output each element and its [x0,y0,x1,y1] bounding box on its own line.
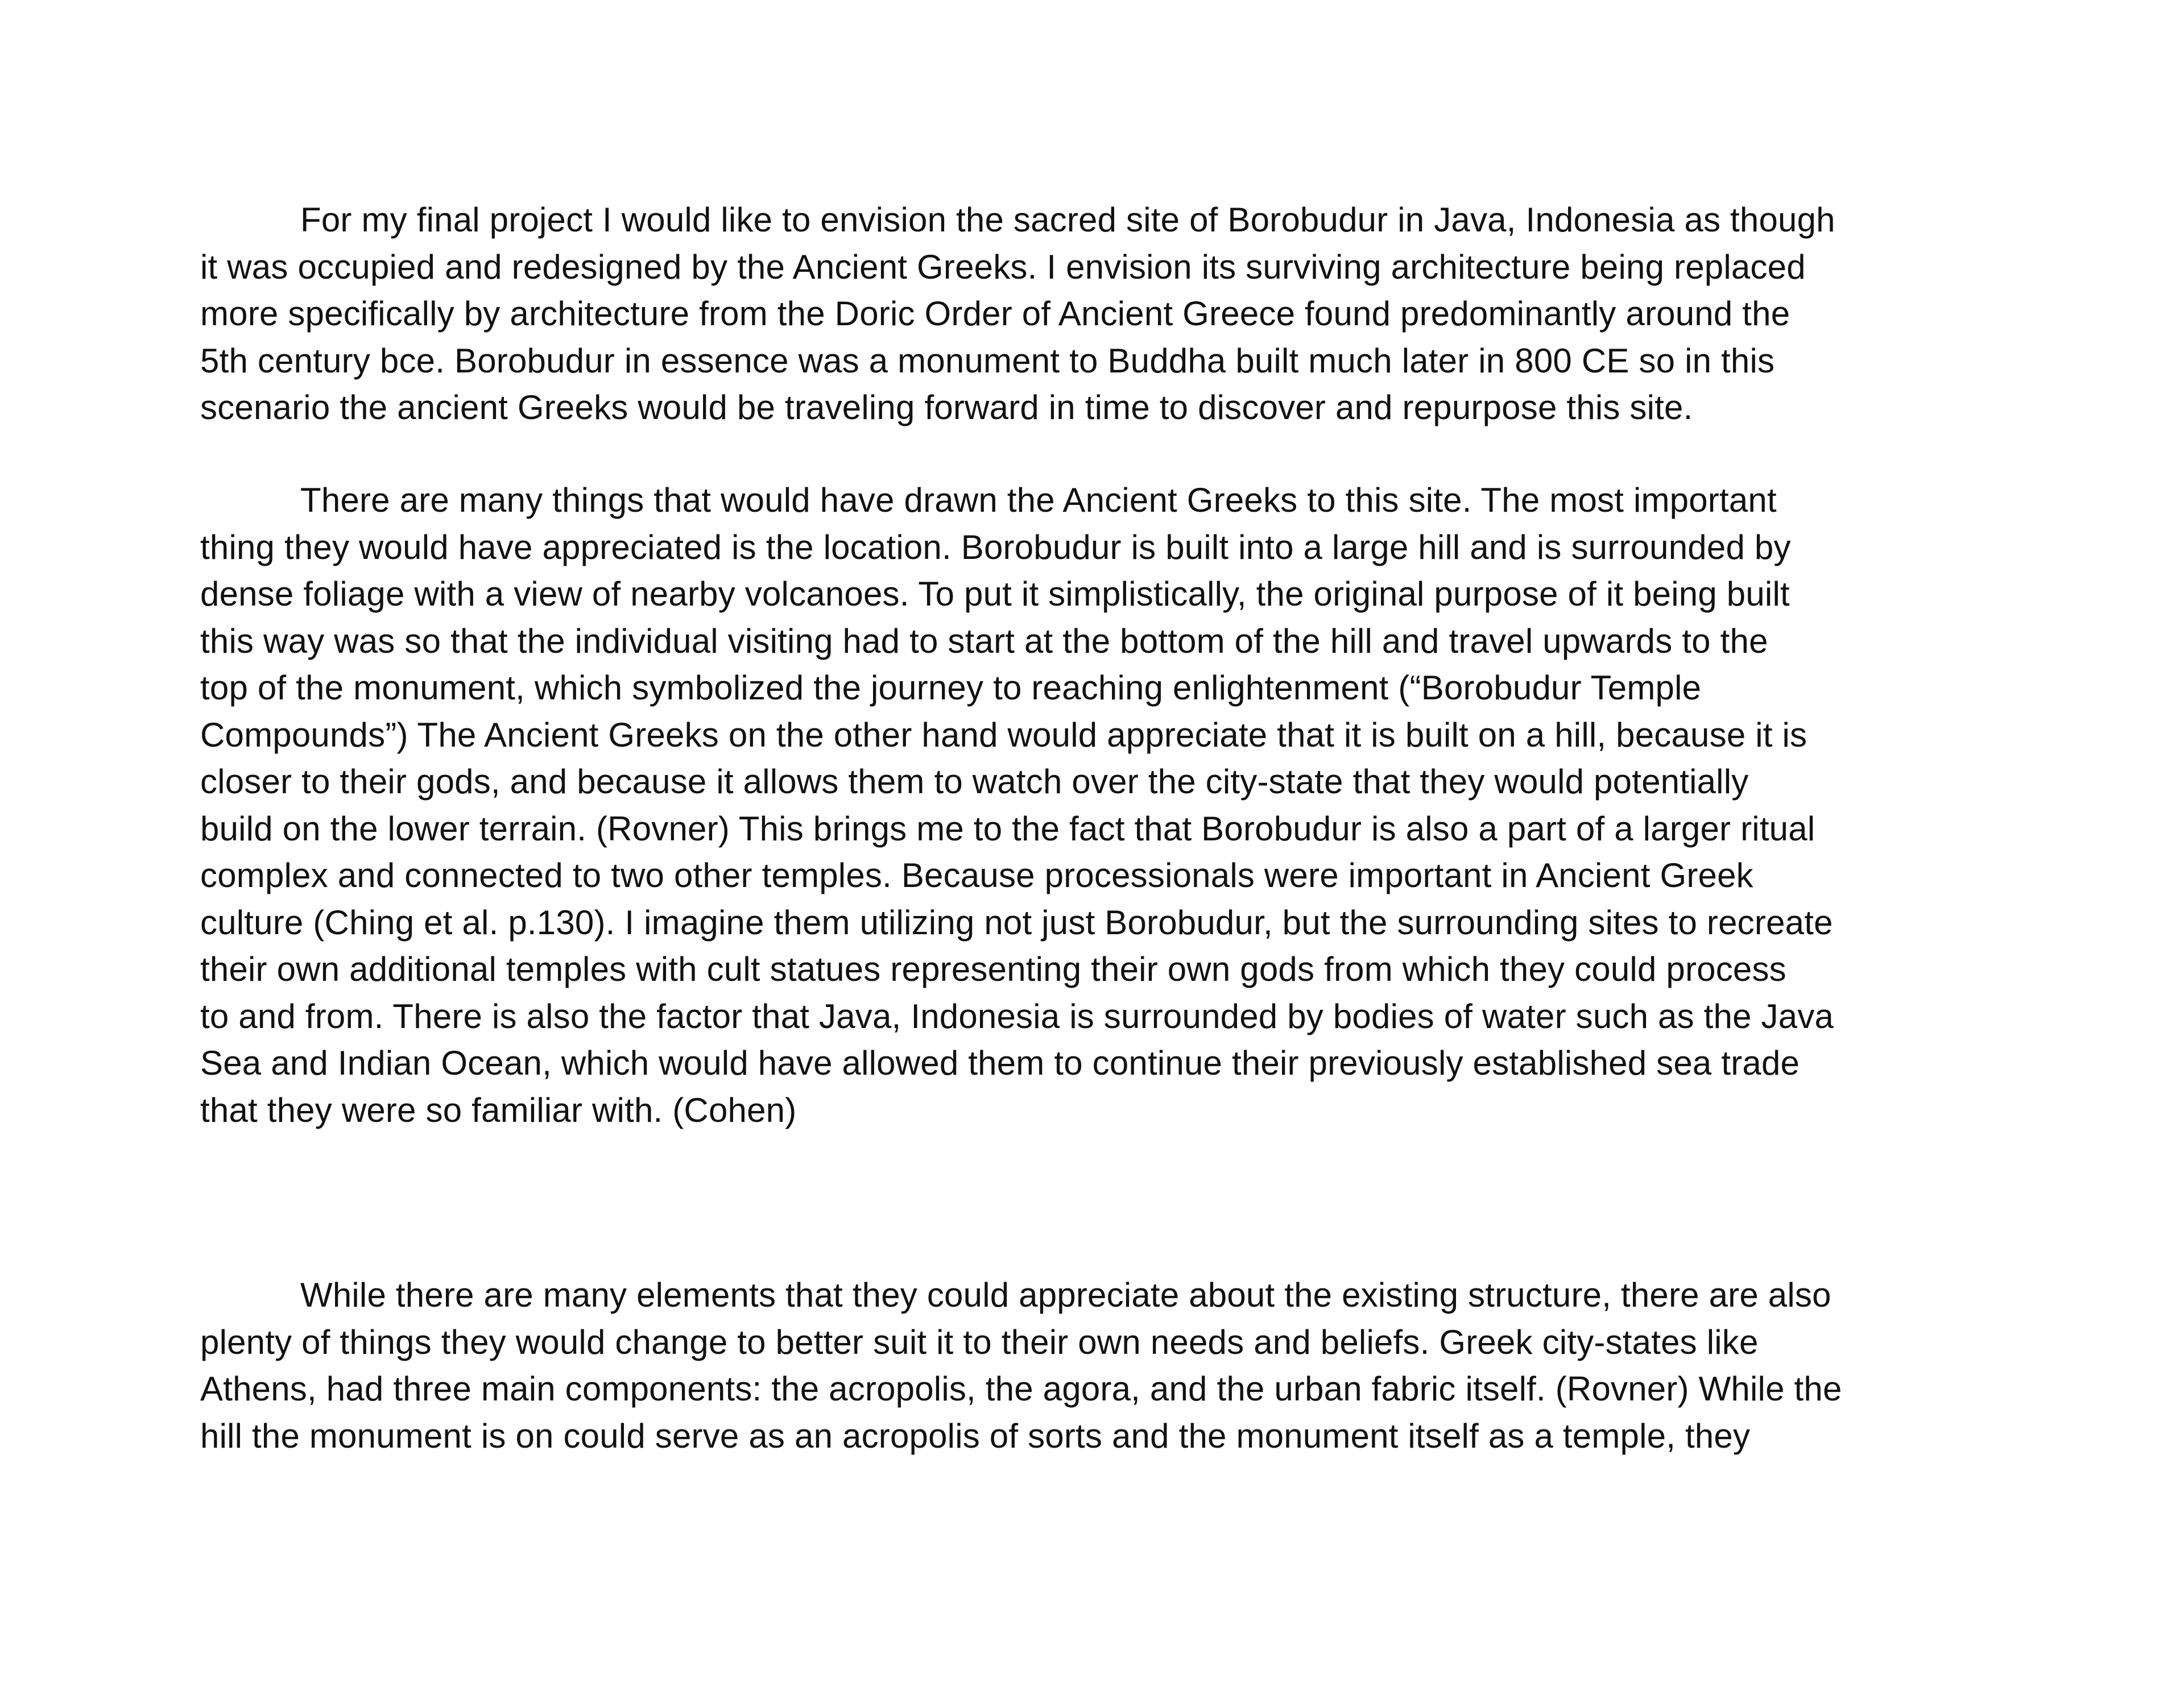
paragraph-line: closer to their gods, and because it allows them to watch over the city-state that they would potentially [200,762,1749,801]
paragraph-1 [200,197,2009,432]
paragraph-2 [200,477,2009,1134]
paragraph-line: complex and connected to two other temples. Because processionals were important in Ancient Greek [200,856,1753,894]
paragraph-line: For my final project I would like to envision the sacred site of Borobudur in Java, Indonesia as though [300,201,1835,239]
paragraph-line: scenario the ancient Greeks would be traveling forward in time to discover and repurpose this site. [200,388,1693,426]
paragraph-line: that they were so familiar with. (Cohen) [200,1091,797,1129]
paragraph-line: build on the lower terrain. (Rovner) This brings me to the fact that Borobudur is also a part of a larger ritual [200,809,1815,848]
paragraph-line: Sea and Indian Ocean, which would have allowed them to continue their previously established sea trade [200,1044,1800,1082]
paragraph-3 [200,1272,2009,1460]
paragraph-line: There are many things that would have drawn the Ancient Greeks to this site. The most important [300,481,1777,519]
paragraph-line: this way was so that the individual visiting had to start at the bottom of the hill and travel upwards to the [200,621,1768,660]
paragraph-line: culture (Ching et al. p.130). I imagine them utilizing not just Borobudur, but the surrounding sites to recreate [200,903,1833,942]
paragraph-line: plenty of things they would change to better suit it to their own needs and beliefs. Greek city-states like [200,1323,1759,1361]
paragraph-line: hill the monument is on could serve as an acropolis of sorts and the monument itself as a temple, they [200,1416,1751,1455]
paragraph-line: their own additional temples with cult statues representing their own gods from which they could process [200,950,1786,988]
paragraph-line: dense foliage with a view of nearby volcanoes. To put it simplistically, the original purpose of it being built [200,575,1790,613]
paragraph-line: thing they would have appreciated is the location. Borobudur is built into a large hill and is surrounded by [200,528,1791,566]
paragraph-line: While there are many elements that they could appreciate about the existing structure, there are also [300,1276,1831,1314]
paragraph-line: Athens, had three main components: the acropolis, the agora, and the urban fabric itself. (Rovner) While the [200,1370,1842,1408]
paragraph-line: to and from. There is also the factor that Java, Indonesia is surrounded by bodies of water such as the Java [200,997,1834,1035]
paragraph-line: more specifically by architecture from the Doric Order of Ancient Greece found predominantly around the [200,295,1790,333]
paragraph-line: Compounds”) The Ancient Greeks on the other hand would appreciate that it is built on a hill, because it is [200,715,1807,754]
paragraph-line: it was occupied and redesigned by the Ancient Greeks. I envision its surviving architecture being replaced [200,247,1806,286]
paragraph-line: 5th century bce. Borobudur in essence was a monument to Buddha built much later in 800 CE so in this [200,341,1775,380]
paragraph-line: top of the monument, which symbolized the journey to reaching enlightenment (“Borobudur Temple [200,669,1702,707]
